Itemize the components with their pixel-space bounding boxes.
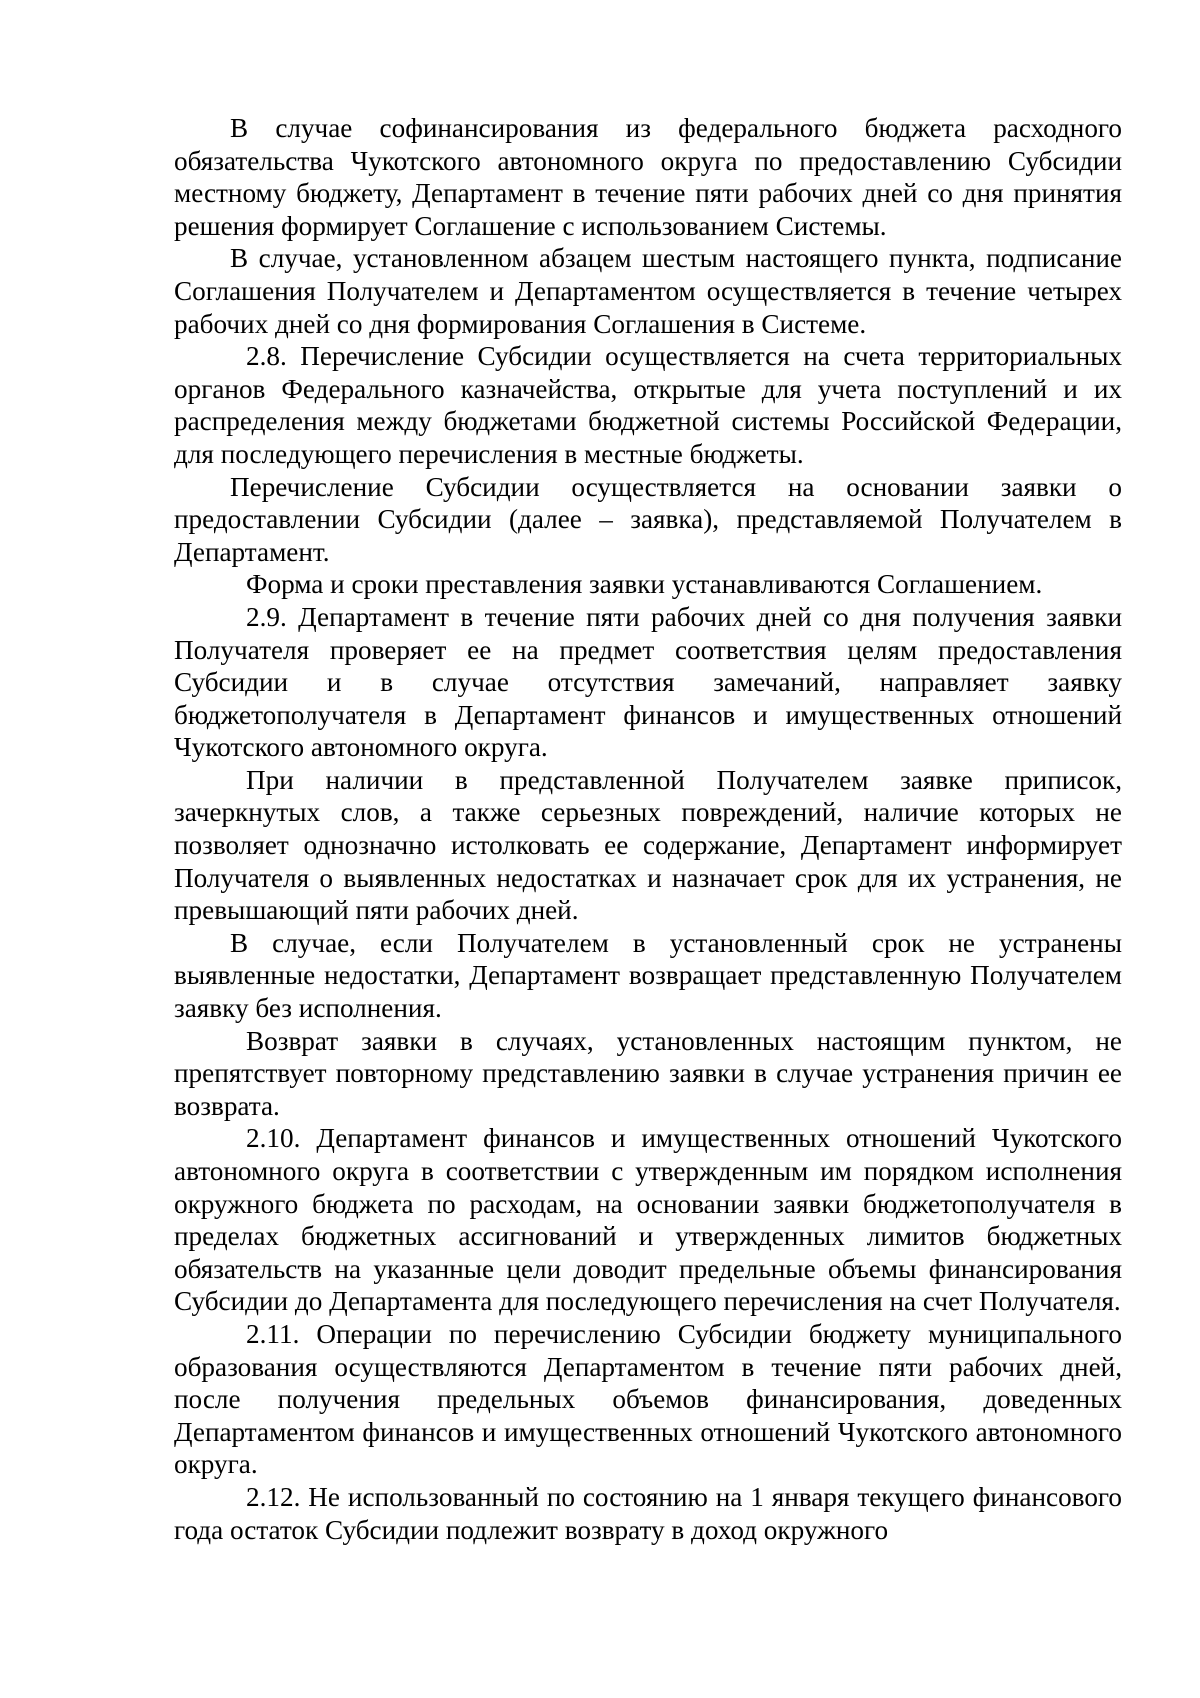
paragraph-cofinancing: В случае софинансирования из федерального бюджета расходного обязательства Чукотского автономного округа по предоставлению Субсидии местному бюджету, Департамент в течение пяти рабочих дней со дня принятия решения формирует Соглашение с использованием Системы. [174, 113, 1122, 241]
paragraph-transfer-request: Перечисление Субсидии осуществляется на основании заявки о предоставлении Субсидии (далее – заявка), представляемой Получателем в Департамент. [174, 471, 1122, 567]
paragraph-return-unfixed: В случае, если Получателем в установленный срок не устранены выявленные недостатки, Департамент возвращает представленную Получателем заявку без исполнения. [174, 927, 1122, 1024]
paragraph-2-10: 2.10. Департамент финансов и имущественных отношений Чукотского автономного округа в соответствии с утвержденным им порядком исполнения окружного бюджета по расходам, на основании заявки бюджетополучателя в пределах бюджетных ассигнований и утвержденных лимитов бюджетных обязательств на указанные цели доводит предельные объемы финансирования Субсидии до Департамента для последующего перечисления на счет Получателя. [174, 1123, 1122, 1317]
paragraph-2-8: 2.8. Перечисление Субсидии осуществляется на счета территориальных органов Федерального казначейства, открытые для учета поступлений и их распределения между бюджетами бюджетной системы Российской Федерации, для последующего перечисления в местные бюджеты. [174, 341, 1122, 469]
paragraph-signing: В случае, установленном абзацем шестым настоящего пункта, подписание Соглашения Получателем и Департаментом осуществляется в течение четырех рабочих дней со дня формирования Соглашения в Системе. [174, 243, 1122, 339]
paragraph-2-9: 2.9. Департамент в течение пяти рабочих дней со дня получения заявки Получателя проверяет ее на предмет соответствия целям предоставления Субсидии и в случае отсутствия замечаний, направляет заявку бюджетополучателя в Департамент финансов и имущественных отношений Чукотского автономного округа. [174, 601, 1122, 763]
paragraph-deficiencies: При наличии в представленной Получателем заявке приписок, зачеркнутых слов, а также серьезных повреждений, наличие которых не позволяет однозначно истолковать ее содержание, Департамент информирует Получателя о выявленных недостатках и назначает срок для их устранения, не превышающий пяти рабочих дней. [174, 764, 1122, 926]
document-page [174, 112, 1122, 1546]
paragraph-request-form: Форма и сроки преставления заявки устанавливаются Соглашением. [246, 569, 1043, 600]
paragraph-2-12: 2.12. Не использованный по состоянию на 1 января текущего финансового года остаток Субсидии подлежит возврату в доход окружного [174, 1481, 1122, 1545]
paragraph-resubmission: Возврат заявки в случаях, установленных настоящим пунктом, не препятствует повторному представлению заявки в случае устранения причин ее возврата. [174, 1025, 1122, 1121]
paragraph-2-11: 2.11. Операции по перечислению Субсидии бюджету муниципального образования осуществляются Департаментом в течение пяти рабочих дней, после получения предельных объемов финансирования, доведенных Департаментом финансов и имущественных отношений Чукотского автономного округа. [174, 1318, 1122, 1480]
